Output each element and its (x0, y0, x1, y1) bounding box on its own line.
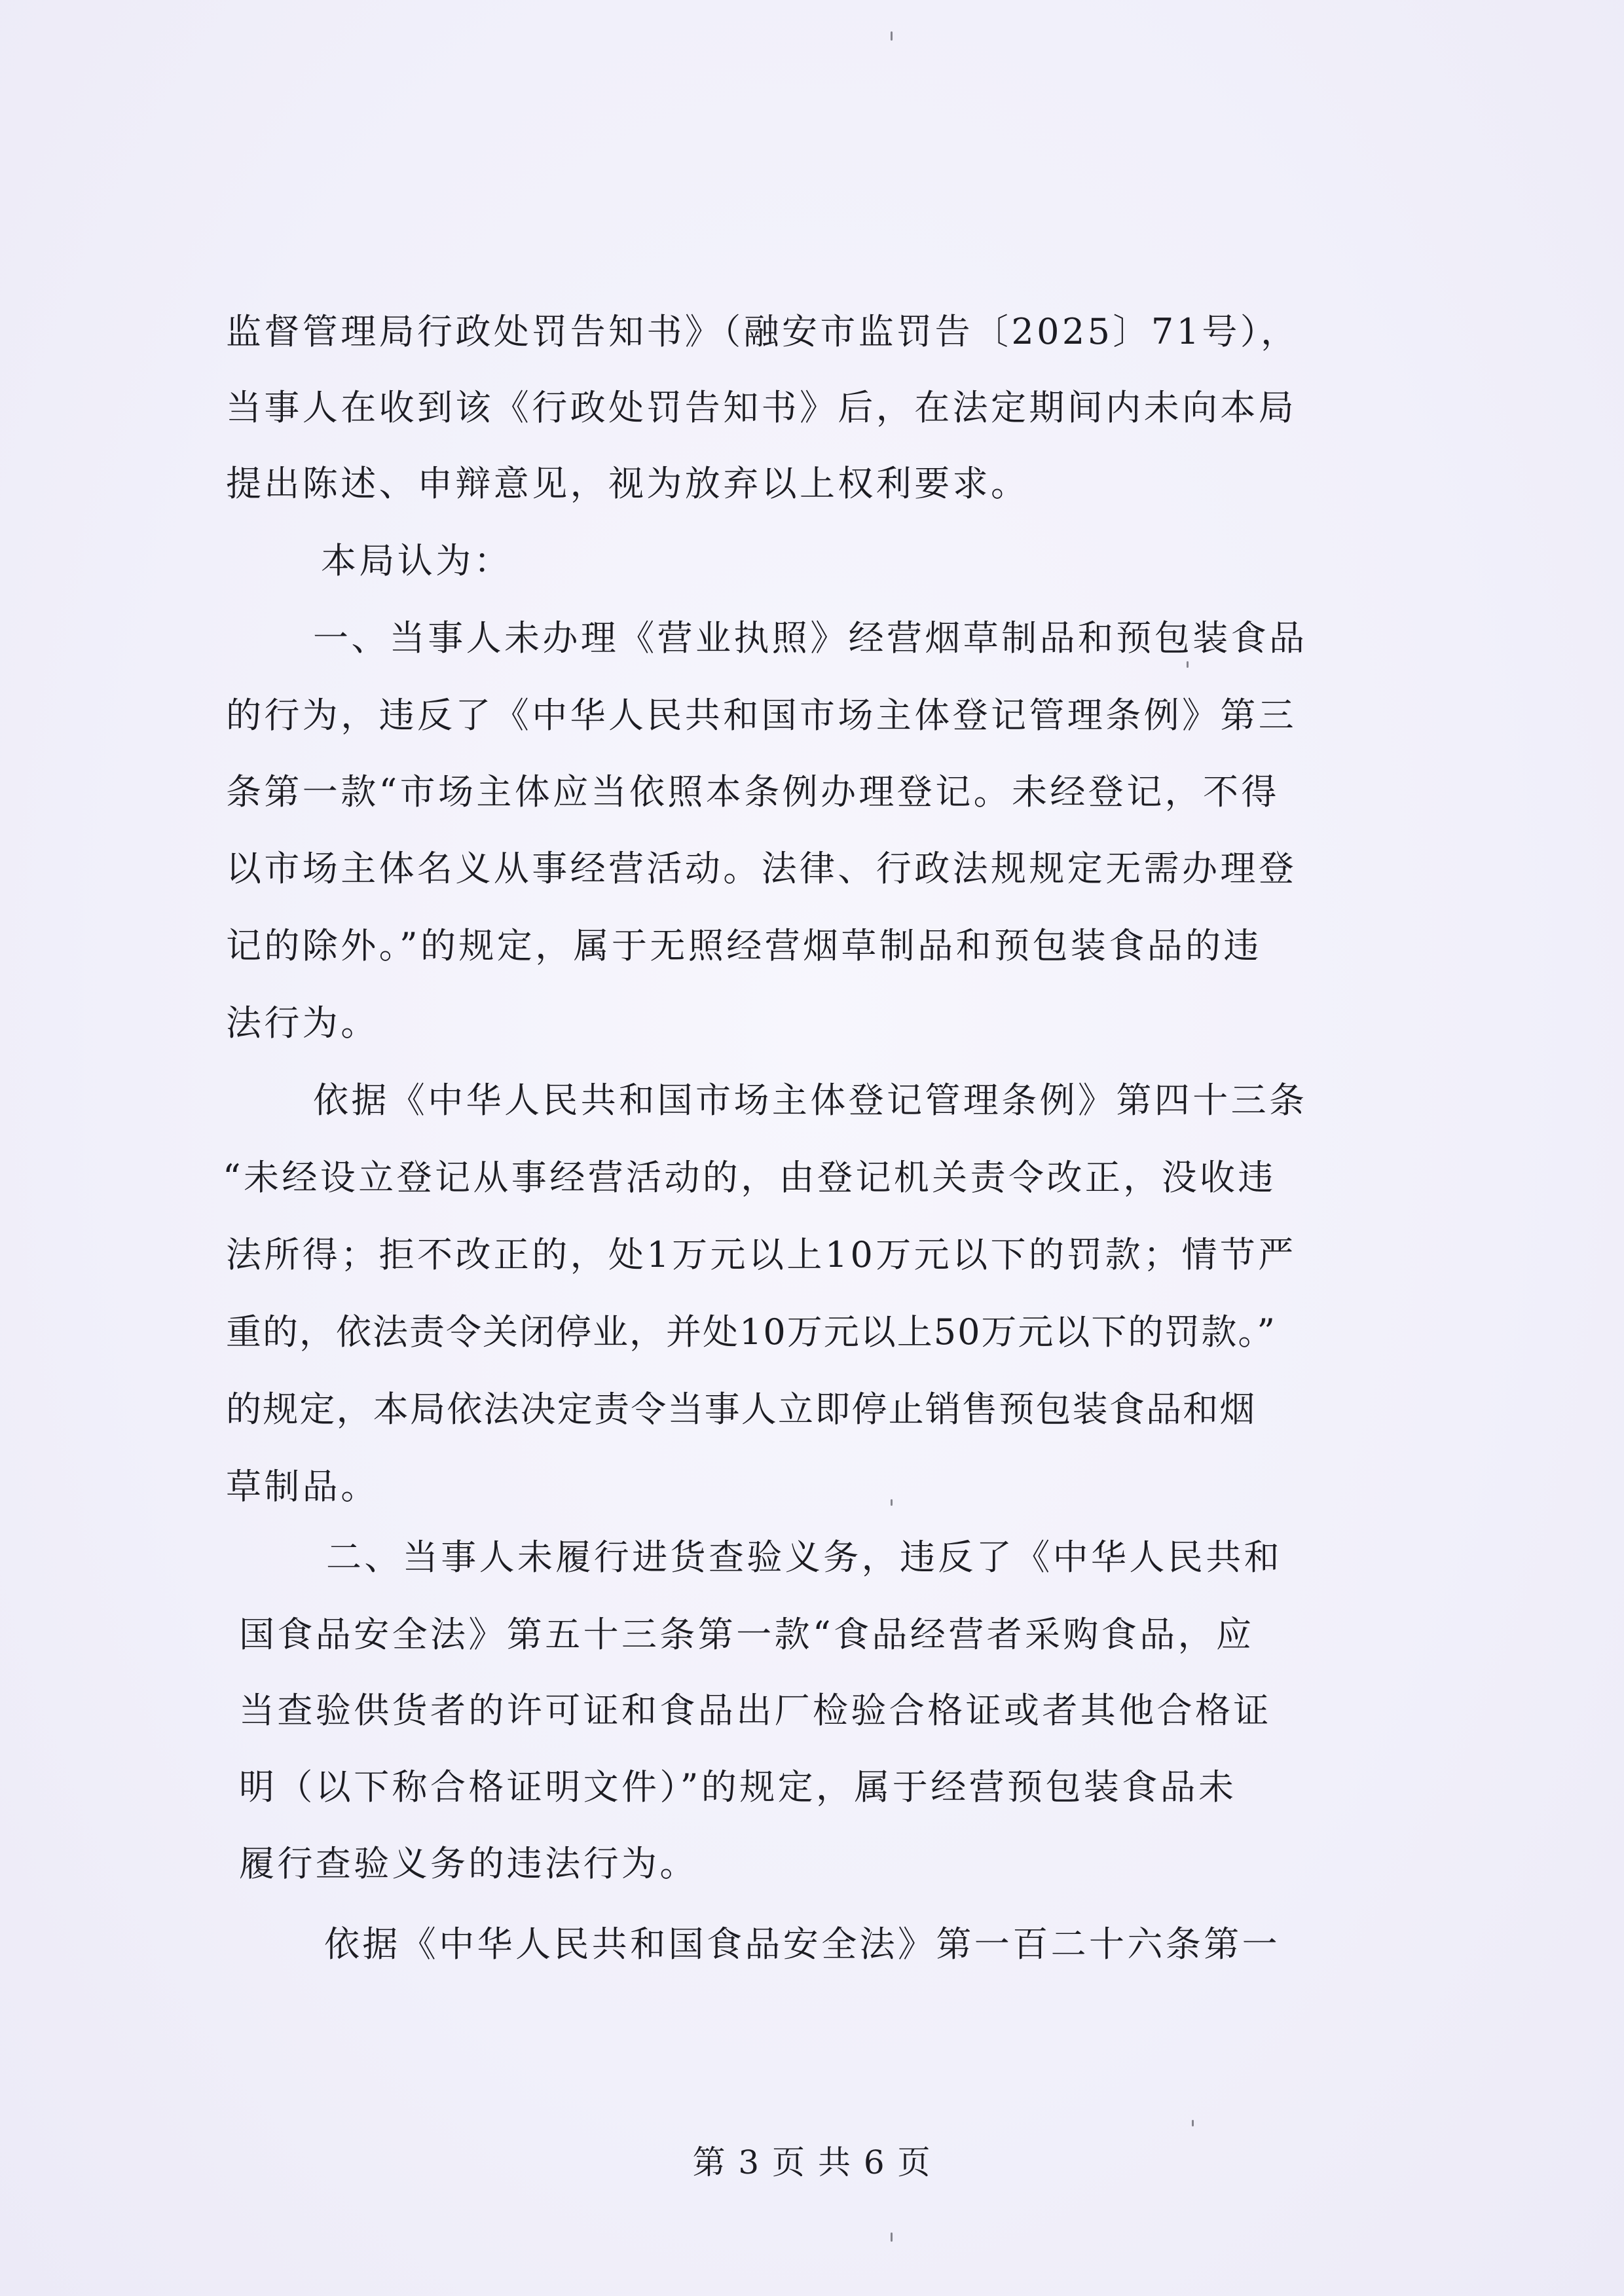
body-text-line: “未经设立登记从事经营活动的，由登记机关责令改正，没收违 (223, 1157, 1276, 1198)
body-text-line: 当查验供货者的许可证和食品出厂检验合格证或者其他合格证 (239, 1690, 1272, 1731)
scan-speck (1187, 661, 1189, 668)
body-text-line: 监督管理局行政处罚告知书》（融安市监罚告〔2025〕71号）， (226, 311, 1299, 352)
scan-speck (891, 2232, 893, 2242)
body-text-line: 的行为，违反了《中华人民共和国市场主体登记管理条例》第三 (226, 695, 1297, 736)
scan-speck (891, 31, 893, 41)
body-text-line: 法所得；拒不改正的，处1万元以上10万元以下的罚款；情节严 (226, 1234, 1297, 1275)
body-text-line: 以市场主体名义从事经营活动。法律、行政法规规定无需办理登 (226, 848, 1297, 889)
body-text-line: 依据《中华人民共和国食品安全法》第一百二十六条第一 (324, 1923, 1280, 1965)
body-text-line: 当事人在收到该《行政处罚告知书》后，在法定期间内未向本局 (226, 387, 1297, 428)
body-text-line: 本局认为： (321, 540, 512, 581)
body-text-line: 明（以下称合格证明文件）”的规定，属于经营预包装食品未 (239, 1766, 1237, 1808)
body-text-line: 草制品。 (226, 1466, 379, 1507)
body-text-line: 履行查验义务的违法行为。 (239, 1843, 698, 1884)
body-text-line: 重的，依法责令关闭停业，并处10万元以上50万元以下的罚款。” (226, 1311, 1277, 1353)
body-text-line: 一、当事人未办理《营业执照》经营烟草制品和预包装食品 (313, 617, 1308, 659)
body-text-line: 法行为。 (226, 1002, 379, 1044)
body-text-line: 的规定，本局依法决定责令当事人立即停止销售预包装食品和烟 (226, 1389, 1257, 1430)
body-text-line: 国食品安全法》第五十三条第一款“食品经营者采购食品，应 (239, 1614, 1255, 1655)
body-text-line: 二、当事人未履行进货查验义务，违反了《中华人民共和 (326, 1537, 1282, 1578)
body-text-line: 条第一款“市场主体应当依照本条例办理登记。未经登记，不得 (226, 771, 1280, 812)
body-text-line: 记的除外。”的规定，属于无照经营烟草制品和预包装食品的违 (226, 925, 1262, 966)
scan-speck (1192, 2120, 1194, 2126)
body-text-line: 提出陈述、申辩意见，视为放弃以上权利要求。 (226, 463, 1029, 504)
page-number: 第 3 页 共 6 页 (692, 2143, 932, 2181)
body-text-line: 依据《中华人民共和国市场主体登记管理条例》第四十三条 (313, 1080, 1308, 1121)
